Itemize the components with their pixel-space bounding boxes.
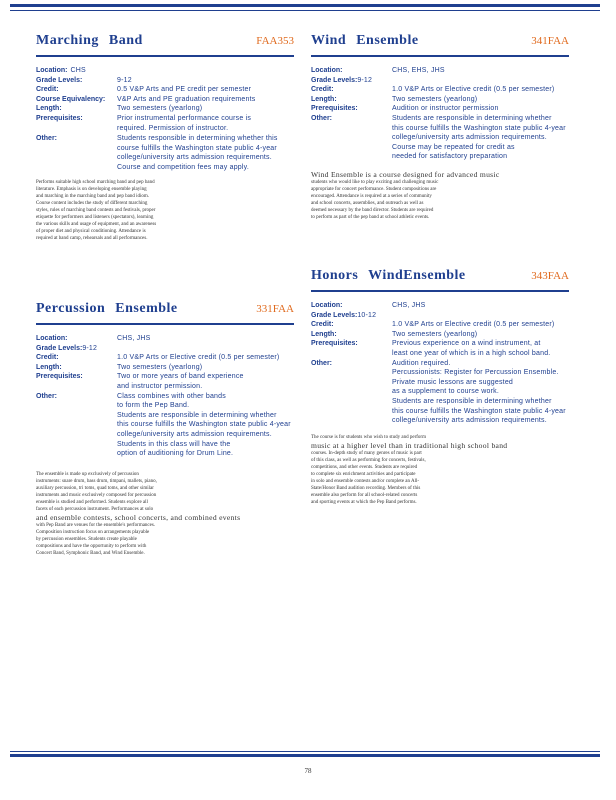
- other-line: Students responsible in determining whether this: [117, 135, 278, 143]
- course-description: [311, 170, 569, 221]
- grade-value: 10-12: [357, 311, 377, 319]
- description-line: with Pep Band are venues for the ensemble's performances.: [36, 522, 156, 528]
- other-line: college/university arts admission requirements.: [117, 430, 272, 438]
- description-line: State/Honor Band audition recording. Members of this: [311, 485, 421, 491]
- description-line: the various skills and usage of equipment, and an awareness: [36, 221, 157, 227]
- other-line: Private music lessons are suggested: [392, 378, 513, 386]
- course-marching-band: [36, 33, 294, 242]
- description-line: appropriate for concert performance. Student compositions are: [311, 186, 437, 192]
- prerequisites-value: [392, 104, 569, 114]
- other-line: course fulfills the Washington state public 4-year: [117, 144, 277, 152]
- title-rule: [36, 55, 294, 57]
- course-description: [36, 179, 294, 242]
- description-line: students who would like to play exciting and challenging music: [311, 179, 439, 185]
- other-label: Other:: [311, 114, 332, 122]
- other-line: Students are responsible in determining whether: [392, 114, 552, 122]
- prerequisites-line: Previous experience on a wind instrument, at: [392, 340, 541, 348]
- other-line: this course fulfills the Washington state public 4-year: [392, 124, 566, 132]
- description-line: and ensemble contests, school concerts, and combined events: [36, 512, 241, 522]
- grade-value: 9-12: [117, 76, 132, 84]
- grade-value: 9-12: [82, 344, 98, 352]
- course-title: Marching Band: [36, 33, 143, 48]
- description-line: to complete six enrichment activities and participate: [311, 471, 416, 477]
- equivalency-value: V&P Arts and PE graduation requirements: [117, 95, 256, 103]
- length-value: Two semesters (yearlong): [117, 105, 203, 113]
- prerequisites-line: required. Permission of instructor.: [117, 124, 229, 132]
- course-code: FAA353: [256, 35, 294, 47]
- length-label: Length:: [311, 95, 337, 103]
- other-line: as a supplement to course work.: [392, 388, 499, 396]
- course-code: 341FAA: [531, 35, 569, 47]
- prerequisites-line: least one year of which is in a high school band.: [392, 349, 551, 357]
- description-line: music at a higher level than in traditional high school band: [311, 440, 508, 450]
- prerequisites-label: Prerequisites:: [36, 373, 83, 381]
- description-line: Course content includes the study of different marching: [36, 200, 148, 206]
- length-value: Two semesters (yearlong): [392, 95, 478, 103]
- description-line: Composition instruction focus on arrangements playable: [36, 529, 150, 535]
- other-line: to form the Pep Band.: [117, 402, 190, 410]
- course-info: [311, 301, 569, 426]
- grade-label: Grade Levels:: [36, 76, 83, 84]
- location-label: Location:: [311, 67, 343, 74]
- location-value: CHS, JHS: [392, 302, 426, 309]
- prerequisites-line: Audition or instructor permission: [392, 105, 499, 113]
- page-number: 78: [304, 767, 312, 775]
- credit-value: 1.0 V&P Arts or Elective credit (0.5 per semester): [392, 321, 555, 329]
- description-line: auxiliary percussion, tri toms, quad toms, and other similar: [36, 485, 154, 491]
- other-label: Other:: [36, 135, 57, 143]
- description-line: deemed necessary by the band director. Students are required: [311, 207, 434, 213]
- other-line: this course fulfills the Washington state public 4-year: [117, 421, 291, 429]
- course-title: Wind Ensemble: [311, 33, 419, 48]
- course-info: [36, 66, 294, 173]
- course-info: [36, 334, 294, 459]
- credit-value: 1.0 V&P Arts or Elective credit (0.5 per semester): [392, 86, 555, 94]
- title-rule: [311, 290, 569, 292]
- description-line: The ensemble is made up exclusively of percussion: [36, 471, 139, 477]
- course-percussion-ensemble: [36, 301, 294, 557]
- course-honors-wind-ensemble: [311, 268, 569, 506]
- other-line: college/university arts admission requirements.: [117, 154, 272, 162]
- course-code: 331FAA: [256, 303, 294, 315]
- prerequisites-label: Prerequisites:: [311, 105, 358, 113]
- location-value: CHS: [70, 67, 86, 74]
- other-value: [392, 359, 569, 426]
- course-title: Percussion Ensemble: [36, 301, 178, 316]
- other-value: [117, 134, 294, 172]
- description-line: courses. In-depth study of many genres of music is part: [311, 450, 422, 456]
- description-line: ensemble also perform for all school-related concerts: [311, 492, 418, 498]
- other-value: [392, 114, 569, 162]
- other-line: Course and competition fees may apply.: [117, 163, 249, 171]
- description-line: styles, rules of marching band contests and festivals, proper: [36, 207, 156, 213]
- length-label: Length:: [36, 363, 62, 371]
- description-line: and sporting events at which the Pep Band performs.: [311, 499, 417, 505]
- title-rule: [311, 55, 569, 57]
- location-label: Location:: [36, 335, 68, 342]
- description-line: facets of each percussion instrument. Performances at solo: [36, 506, 154, 512]
- course-code: 343FAA: [531, 270, 569, 282]
- other-line: Course may be repeated for credit as: [392, 143, 515, 151]
- description-line: etiquette for performers and listeners (spectators), learning: [36, 214, 154, 220]
- description-line: of this class, as well as performing for concerts, festivals,: [311, 457, 426, 463]
- prerequisites-value: [117, 372, 294, 391]
- equivalency-label: Course Equivalency:: [36, 95, 106, 103]
- location-value: CHS, JHS: [117, 335, 151, 342]
- other-line: Percussionists: Register for Percussion Ensemble.: [392, 369, 559, 377]
- other-line: option of auditioning for Drum Line.: [117, 450, 234, 458]
- credit-label: Credit:: [36, 354, 59, 362]
- credit-label: Credit:: [311, 321, 334, 329]
- description-line: Concert Band, Symphonic Band, and Wind Ensemble.: [36, 550, 145, 556]
- description-line: compositions and have the opportunity to perform with: [36, 543, 147, 549]
- credit-label: Credit:: [36, 86, 59, 94]
- description-line: literature. Emphasis is on developing ensemble playing: [36, 186, 147, 192]
- location-value: CHS, EHS, JHS: [392, 67, 445, 74]
- other-line: Students in this class will have the: [117, 440, 231, 448]
- prerequisites-line: Two or more years of band experience: [117, 373, 244, 381]
- grade-label: Grade Levels:: [311, 76, 358, 84]
- grade-label: Grade Levels:: [311, 311, 358, 319]
- length-label: Length:: [36, 105, 62, 113]
- other-line: Students are responsible in determining whether: [117, 411, 277, 419]
- course-description: [311, 434, 569, 506]
- prerequisites-label: Prerequisites:: [311, 340, 358, 348]
- prerequisites-line: Prior instrumental performance course is: [117, 114, 252, 122]
- description-line: required at band camp, rehearsals and all performances.: [36, 235, 148, 241]
- description-line: The course is for students who wish to study and perform: [311, 434, 426, 440]
- credit-label: Credit:: [311, 86, 334, 94]
- course-info: [311, 66, 569, 162]
- other-line: college/university arts admission requirements.: [392, 417, 547, 425]
- length-label: Length:: [311, 330, 337, 338]
- other-label: Other:: [36, 392, 57, 400]
- description-line: by percussion ensembles. Students create playable: [36, 536, 137, 542]
- description-line: Wind Ensemble is a course designed for advanced music: [311, 169, 500, 179]
- credit-value: 0.5 V&P Arts and PE credit per semester: [117, 86, 252, 94]
- prerequisites-value: [117, 114, 294, 133]
- description-line: in solo and ensemble contests and/or complete an All-: [311, 478, 420, 484]
- grade-label: Grade Levels:: [36, 344, 83, 352]
- other-label: Other:: [311, 359, 332, 367]
- description-line: and marching in the marching band and pep band idiom.: [36, 193, 150, 199]
- location-label: Location:: [311, 302, 343, 309]
- bottom-border: [10, 751, 600, 759]
- grade-value: 9-12: [357, 76, 373, 84]
- other-line: Class combines with other bands: [117, 392, 226, 400]
- title-rule: [36, 323, 294, 325]
- description-line: instruments: snare drum, bass drum, timpani, mallets, piano,: [36, 478, 157, 484]
- credit-value: 1.0 V&P Arts or Elective credit (0.5 per semester): [117, 354, 280, 362]
- course-description: [36, 471, 294, 557]
- description-line: and school concerts, assemblies, and outreach as well as: [311, 200, 424, 206]
- description-line: to perform as part of the pep band at school athletic events.: [311, 214, 430, 220]
- other-line: Students are responsible in determining whether: [392, 397, 552, 405]
- description-line: instruments and music exclusively composed for percussion: [36, 492, 157, 498]
- other-line: needed for satisfactory preparation: [392, 153, 508, 161]
- course-wind-ensemble: [311, 33, 569, 221]
- description-line: of proper diet and physical conditioning. Attendance is: [36, 228, 146, 234]
- other-value: [117, 392, 294, 459]
- description-line: competitions, and other events. Students are required: [311, 464, 418, 470]
- prerequisites-line: Audition required.: [392, 359, 451, 367]
- course-title: Honors WindEnsemble: [311, 268, 466, 283]
- other-line: college/university arts admission requirements.: [392, 134, 547, 142]
- description-line: encouraged. Attendance is required at a series of community: [311, 193, 432, 199]
- location-label: Location:: [36, 67, 68, 74]
- length-value: Two semesters (yearlong): [117, 363, 203, 371]
- description-line: ensemble is studied and performed. Students explore all: [36, 499, 148, 505]
- description-line: Performs suitable high school marching band and pep band: [36, 179, 155, 185]
- prerequisites-line: and instructor permission.: [117, 382, 203, 390]
- top-border: [10, 4, 600, 16]
- prerequisites-label: Prerequisites:: [36, 114, 83, 122]
- length-value: Two semesters (yearlong): [392, 330, 478, 338]
- other-line: this course fulfills the Washington state public 4-year: [392, 407, 566, 415]
